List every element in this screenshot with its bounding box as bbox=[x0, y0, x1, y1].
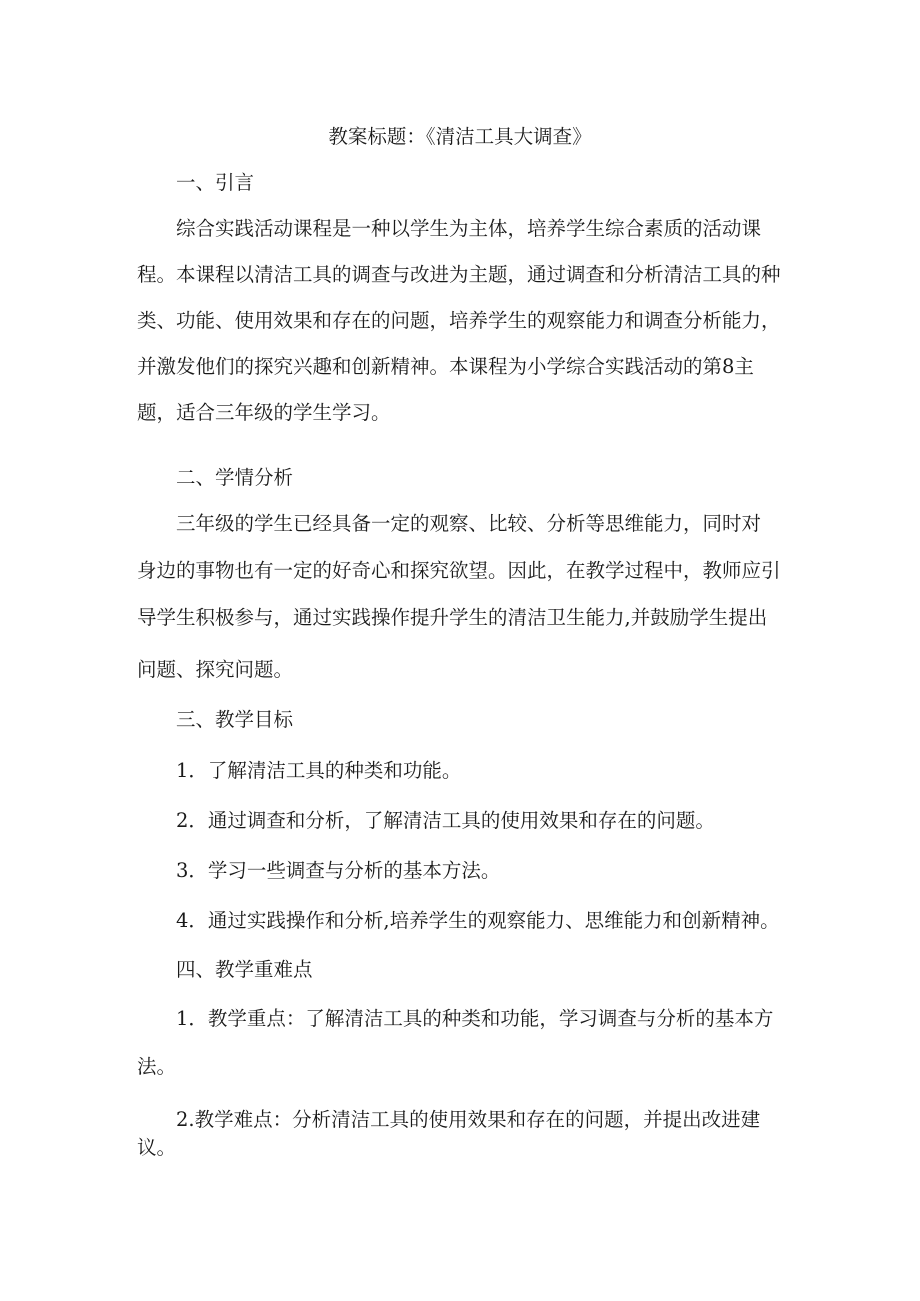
list-item-continuation: 法。 bbox=[137, 1055, 177, 1078]
list-item: 1．了解清洁工具的种类和功能。 bbox=[176, 759, 462, 782]
document-title: 教案标题：《清洁工具大调查》 bbox=[328, 125, 592, 148]
paragraph-line: 问题、探究问题。 bbox=[137, 658, 294, 681]
list-item: 4．通过实践操作和分析,培养学生的观察能力、思维能力和创新精神。 bbox=[176, 909, 780, 932]
section-heading-intro: 一、引言 bbox=[176, 171, 255, 194]
section-heading-analysis: 二、学情分析 bbox=[176, 466, 294, 489]
list-item: 2.教学难点：分析清洁工具的使用效果和存在的问题，并提出改进建 bbox=[176, 1108, 761, 1131]
list-item: 3．学习一些调查与分析的基本方法。 bbox=[176, 859, 501, 882]
paragraph-line: 导学生积极参与，通过实践操作提升学生的清洁卫生能力,并鼓励学生提出 bbox=[137, 606, 768, 629]
paragraph-line: 并激发他们的探究兴趣和创新精神。本课程为小学综合实践活动的第8主 bbox=[137, 355, 754, 378]
paragraph-line: 综合实践活动课程是一种以学生为主体，培养学生综合素质的活动课 bbox=[176, 217, 762, 240]
list-item: 2．通过调查和分析，了解清洁工具的使用效果和存在的问题。 bbox=[176, 809, 715, 832]
section-heading-key-points: 四、教学重难点 bbox=[176, 958, 313, 981]
paragraph-line: 类、功能、使用效果和存在的问题，培养学生的观察能力和调查分析能力， bbox=[137, 309, 781, 332]
paragraph-line: 三年级的学生已经具备一定的观察、比较、分析等思维能力，同时对 bbox=[176, 512, 762, 535]
paragraph-line: 身边的事物也有一定的好奇心和探究欲望。因此，在教学过程中，教师应引 bbox=[137, 559, 781, 582]
paragraph-line: 程。本课程以清洁工具的调查与改进为主题，通过调查和分析清洁工具的种 bbox=[137, 263, 781, 286]
section-heading-goals: 三、教学目标 bbox=[176, 708, 294, 731]
list-item-continuation: 议。 bbox=[137, 1136, 177, 1159]
paragraph-line: 题，适合三年级的学生学习。 bbox=[137, 401, 391, 424]
list-item: 1．教学重点：了解清洁工具的种类和功能，学习调查与分析的基本方 bbox=[176, 1007, 774, 1030]
